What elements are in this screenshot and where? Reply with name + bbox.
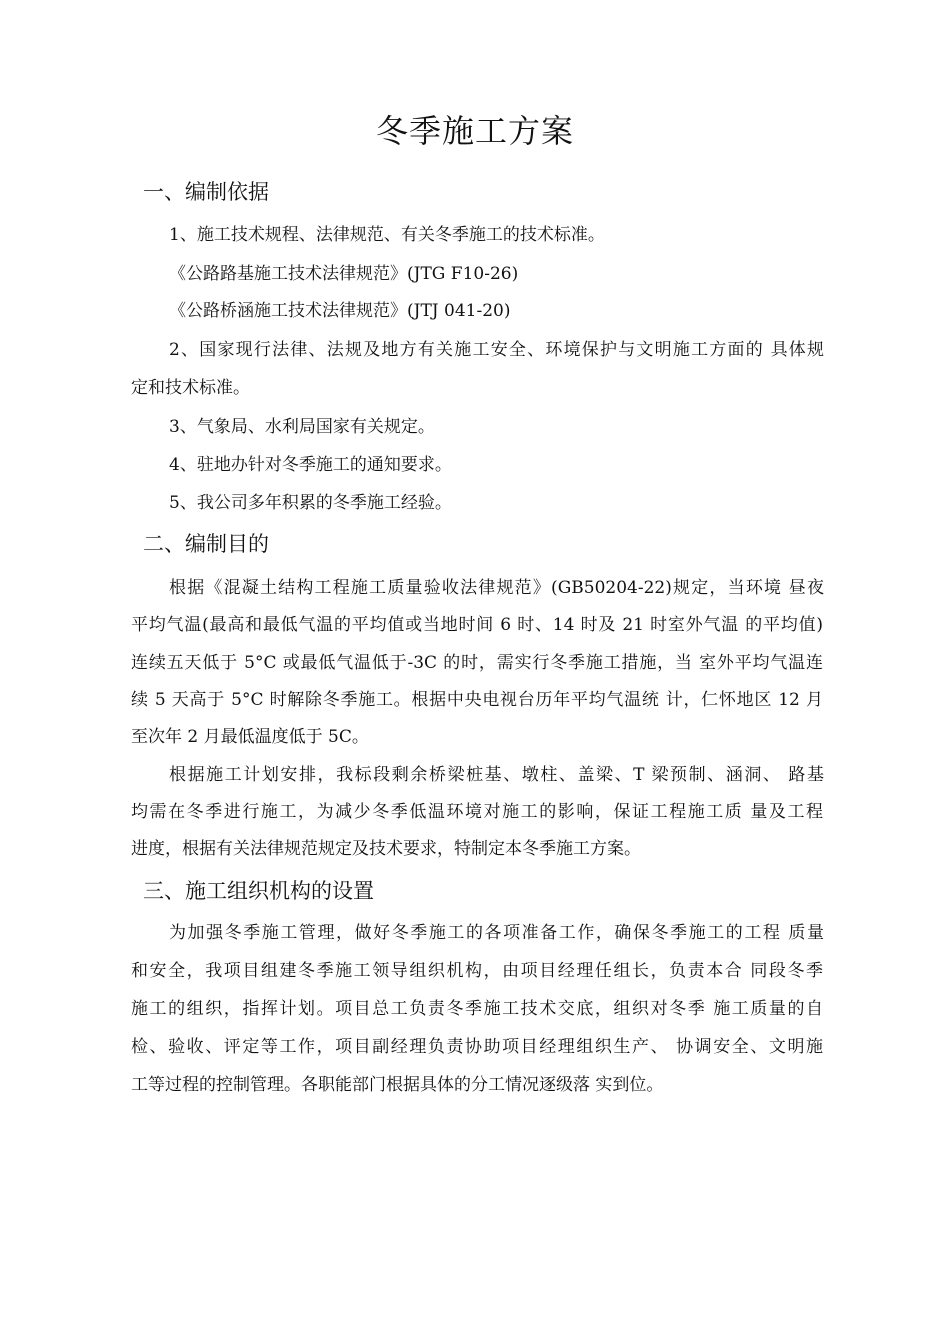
paragraph-line: 检、验收、评定等工作，项目副经理负责协助项目经理组织生产、 协调安全、文明施 <box>131 1037 823 1057</box>
paragraph-line: 进度，根据有关法律规范规定及技术要求，特制定本冬季施工方案。 <box>131 839 641 859</box>
section-heading-organization: 三、施工组织机构的设置 <box>143 879 374 903</box>
section-heading-basis: 一、编制依据 <box>143 180 269 204</box>
paragraph-line: 工等过程的控制管理。各职能部门根据具体的分工情况逐级落 实到位。 <box>131 1075 664 1095</box>
paragraph-line: 至次年 2 月最低温度低于 5C。 <box>131 727 369 747</box>
paragraph-line: 根据施工计划安排，我标段剩余桥梁桩基、墩柱、盖梁、T 梁预制、涵洞、 路基 <box>169 765 824 785</box>
paragraph-line: 为加强冬季施工管理，做好冬季施工的各项准备工作，确保冬季施工的工程 质量 <box>169 923 824 943</box>
paragraph-line: 续 5 天高于 5°C 时解除冬季施工。根据中央电视台历年平均气温统 计，仁怀地区 12 月 <box>131 690 823 710</box>
section-heading-purpose: 二、编制目的 <box>143 532 269 556</box>
paragraph-line: 《公路路基施工技术法律规范》(JTG F10-26) <box>169 264 519 284</box>
paragraph-line: 施工的组织，指挥计划。项目总工负责冬季施工技术交底，组织对冬季 施工质量的自 <box>131 999 823 1019</box>
paragraph-line: 均需在冬季进行施工，为减少冬季低温环境对施工的影响，保证工程施工质 量及工程 <box>131 802 823 822</box>
document-title: 冬季施工方案 <box>375 112 574 150</box>
paragraph-line: 《公路桥涵施工技术法律规范》(JTJ 041-20) <box>169 301 511 321</box>
paragraph-line: 5、我公司多年积累的冬季施工经验。 <box>169 493 452 513</box>
paragraph-line: 4、驻地办针对冬季施工的通知要求。 <box>169 455 452 475</box>
paragraph-line: 连续五天低于 5°C 或最低气温低于-3C 的时，需实行冬季施工措施，当 室外平均气温连 <box>131 653 823 673</box>
paragraph-line: 根据《混凝土结构工程施工质量验收法律规范》(GB50204-22)规定，当环境 昼夜 <box>169 578 824 598</box>
paragraph-line: 定和技术标准。 <box>131 378 250 398</box>
paragraph-line: 3、气象局、水利局国家有关规定。 <box>169 417 435 437</box>
paragraph-line: 平均气温(最高和最低气温的平均值或当地时间 6 时、14 时及 21 时室外气温 的平均值) <box>131 615 823 635</box>
paragraph-line: 2、国家现行法律、法规及地方有关施工安全、环境保护与文明施工方面的 具体规 <box>169 340 824 360</box>
paragraph-line: 和安全，我项目组建冬季施工领导组织机构，由项目经理任组长，负责本合 同段冬季 <box>131 961 823 981</box>
paragraph-line: 1、施工技术规程、法律规范、有关冬季施工的技术标准。 <box>169 225 605 245</box>
